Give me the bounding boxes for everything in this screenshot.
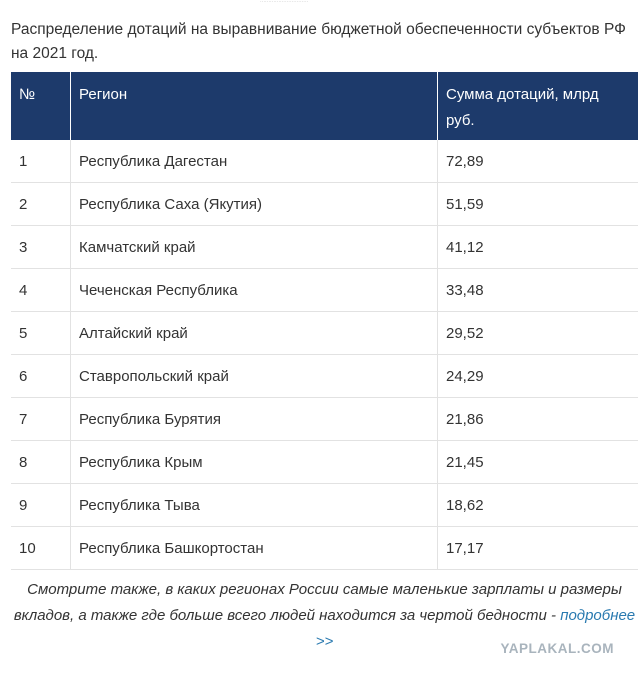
- row-region: Чеченская Республика: [71, 269, 438, 312]
- see-also-text: Смотрите также, в каких регионах России самые маленькие зарплаты и размеры вкладов, а также где больше всего людей находится за чертой бедности -: [13, 581, 622, 624]
- table-row: [11, 441, 638, 484]
- table-row: [11, 355, 638, 398]
- row-amount: 33,48: [438, 269, 639, 312]
- row-num: 2: [11, 183, 71, 226]
- row-amount: 72,89: [438, 140, 639, 183]
- row-region: Республика Саха (Якутия): [71, 183, 438, 226]
- row-region: Республика Бурятия: [71, 398, 438, 441]
- table-row: [11, 140, 638, 183]
- row-region: Республика Башкортостан: [71, 527, 438, 570]
- table-row: [11, 226, 638, 269]
- row-region: Республика Крым: [71, 441, 438, 484]
- row-amount: 51,59: [438, 183, 639, 226]
- row-amount: 21,86: [438, 398, 639, 441]
- row-amount: 18,62: [438, 484, 639, 527]
- row-amount: 17,17: [438, 527, 639, 570]
- row-region: Алтайский край: [71, 312, 438, 355]
- row-num: 3: [11, 226, 71, 269]
- table-row: [11, 484, 638, 527]
- row-num: 10: [11, 527, 71, 570]
- row-num: 5: [11, 312, 71, 355]
- intro-text: Распределение дотаций на выравнивание бюджетной обеспеченности субъектов РФ на 2021 год.: [11, 21, 626, 62]
- row-num: 7: [11, 398, 71, 441]
- table-row: [11, 269, 638, 312]
- header-region: Регион: [71, 72, 438, 140]
- table-row: [11, 527, 638, 570]
- row-region: Ставропольский край: [71, 355, 438, 398]
- header-amount: Сумма дотаций, млрд руб.: [438, 72, 639, 140]
- site-watermark: YAPLAKAL.COM: [500, 641, 614, 656]
- cropped-caption-remnant: ·····························: [260, 0, 309, 5]
- row-amount: 29,52: [438, 312, 639, 355]
- top-cropped-strip: [0, 0, 640, 10]
- row-amount: 24,29: [438, 355, 639, 398]
- row-region: Республика Дагестан: [71, 140, 438, 183]
- row-amount: 41,12: [438, 226, 639, 269]
- row-region: Камчатский край: [71, 226, 438, 269]
- row-amount: 21,45: [438, 441, 639, 484]
- row-num: 4: [11, 269, 71, 312]
- row-region: Республика Тыва: [71, 484, 438, 527]
- header-num: №: [11, 72, 71, 140]
- row-num: 8: [11, 441, 71, 484]
- more-link[interactable]: подробнее >>: [315, 607, 636, 650]
- row-num: 1: [11, 140, 71, 183]
- row-num: 6: [11, 355, 71, 398]
- row-num: 9: [11, 484, 71, 527]
- table-header-row: [11, 72, 638, 140]
- subsidies-table: [11, 72, 638, 570]
- table-row: [11, 398, 638, 441]
- table-row: [11, 312, 638, 355]
- table-row: [11, 183, 638, 226]
